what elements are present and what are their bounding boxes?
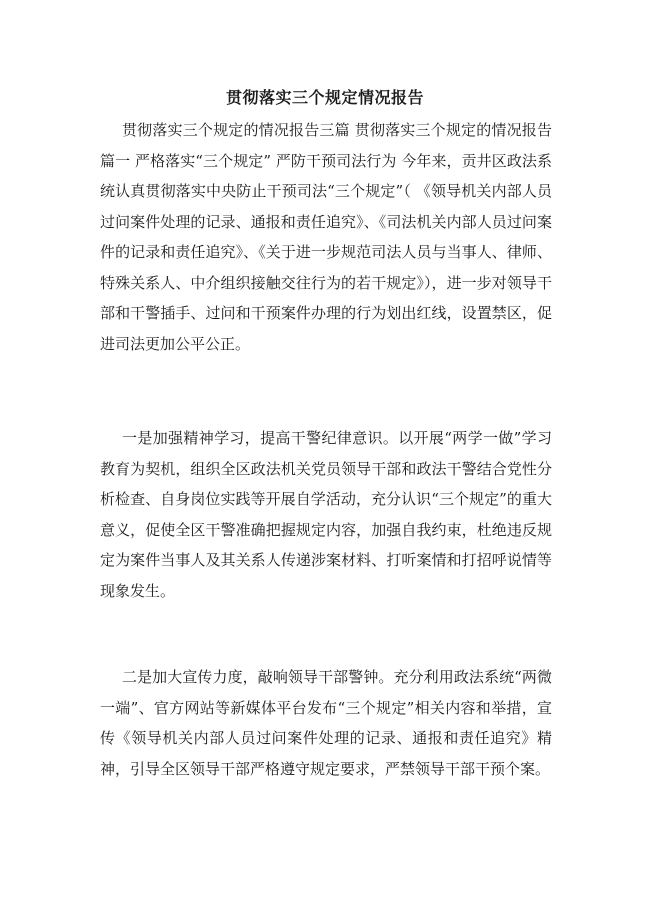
paragraph-point-one: 一是加强精神学习，提高干警纪律意识。以开展“两学一做”学习教育为契机，组织全区政法机关党员领导干部和政法干警结合党性分析检查、自身岗位实践等开展自学活动，充分认识“三个规定”的重大意义，促使全区干警准确把握规定内容，加强自我约束，杜绝违反规定为案件当事人及其关系人传递涉案材料、打听案情和打招呼说情等现象发生。	[100, 429, 552, 600]
paragraph-point-two: 二是加大宣传力度，敲响领导干部警钟。充分利用政法系统“两微一端”、官方网站等新媒体平台发布“三个规定”相关内容和举措，宣传《领导机关内部人员过问案件处理的记录、通报和责任追究》精神，引导全区领导干部严格遵守规定要求，严禁领导干部干预个案。	[100, 668, 552, 778]
paragraph-intro: 贯彻落实三个规定的情况报告三篇 贯彻落实三个规定的情况报告篇一 严格落实“三个规定” 严防干预司法行为 今年来，贡井区政法系统认真贯彻落实中央防止干预司法“三个规定”（ 《领导机关内部人员过问案件处理的记录、通报和责任追究》、《司法机关内部人员过问案件的记录和责任追究》、《关于进一步规范司法人员与当事人、律师、特殊关系人、中介组织接触交往行为的若干规定》），进一步对领导干部和干警插手、过问和干预案件办理的行为划出红线，设置禁区，促进司法更加公平公正。	[100, 121, 552, 353]
document-title: 贯彻落实三个规定情况报告	[225, 88, 424, 107]
